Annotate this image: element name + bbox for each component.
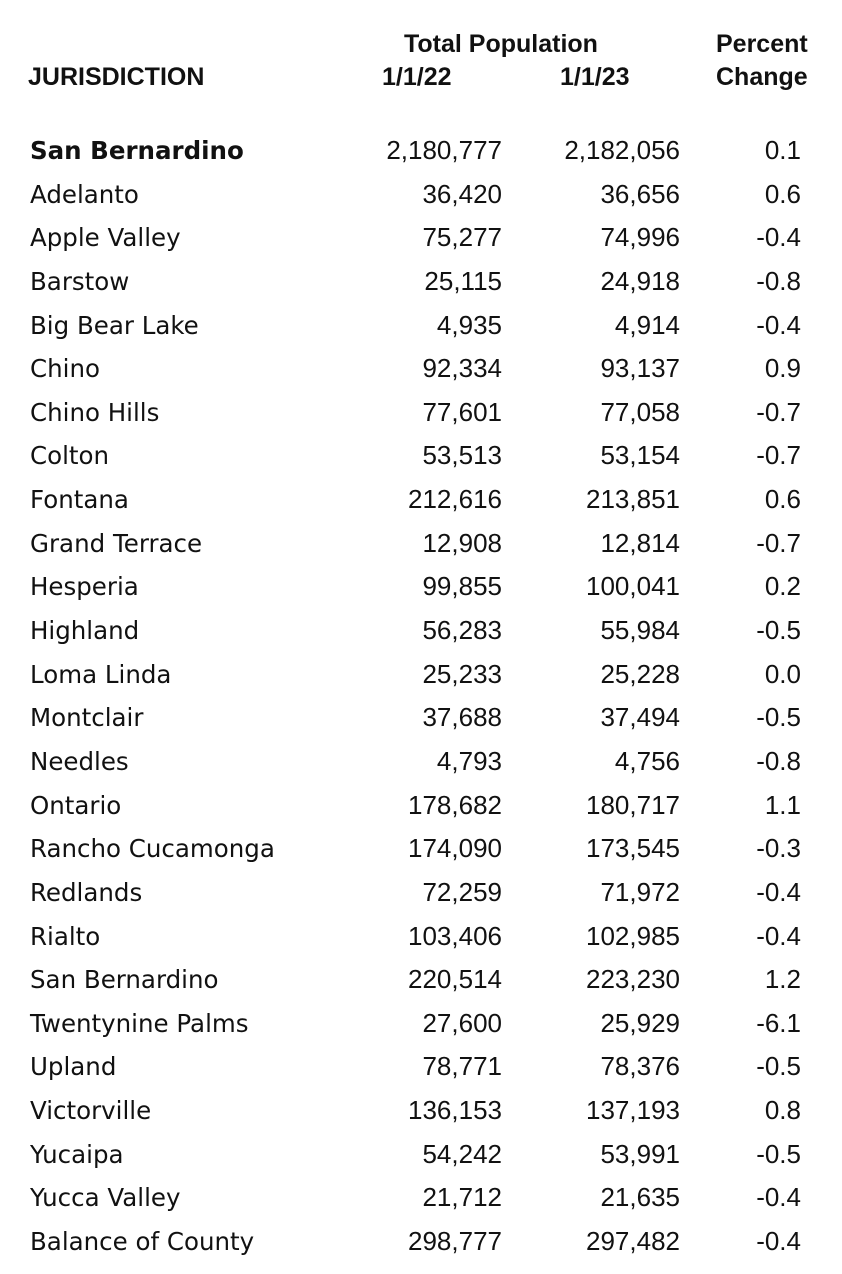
jurisdiction-name: Montclair <box>30 703 144 733</box>
population-2023: 78,376 <box>600 1051 680 1082</box>
table-row <box>0 784 842 828</box>
jurisdiction-name: Hesperia <box>30 572 139 602</box>
percent-change: -0.5 <box>756 615 801 646</box>
population-2023: 180,717 <box>586 789 680 820</box>
percent-change: 1.1 <box>764 789 801 820</box>
jurisdiction-name: Yucaipa <box>30 1139 124 1169</box>
table-row <box>0 871 842 915</box>
population-2023: 71,972 <box>600 876 680 907</box>
population-2022: 4,793 <box>436 745 502 776</box>
table-row <box>0 478 842 522</box>
population-2023: 4,756 <box>614 745 680 776</box>
percent-change: -0.4 <box>756 920 801 951</box>
jurisdiction-name: Yucca Valley <box>30 1183 181 1213</box>
population-2022: 136,153 <box>408 1095 502 1126</box>
table-row <box>0 609 842 653</box>
population-2022: 103,406 <box>408 920 502 951</box>
jurisdiction-name: Redlands <box>30 877 143 907</box>
jurisdiction-name: Colton <box>30 441 110 471</box>
total-population-column-header: Total Population <box>404 30 598 58</box>
jurisdiction-name: Grand Terrace <box>30 528 203 558</box>
table-row <box>0 696 842 740</box>
population-2023: 74,996 <box>600 222 680 253</box>
population-2023: 37,494 <box>600 702 680 733</box>
percent-change: -0.7 <box>756 527 801 558</box>
table-row <box>0 1133 842 1177</box>
percent-change: -6.1 <box>756 1007 801 1038</box>
population-2023: 2,182,056 <box>564 135 680 165</box>
table-row <box>0 915 842 959</box>
population-2022: 174,090 <box>408 833 502 864</box>
table-row <box>0 958 842 1002</box>
jurisdiction-name: Needles <box>30 746 129 776</box>
population-2022: 77,601 <box>422 396 502 427</box>
percent-change: -0.5 <box>756 702 801 733</box>
jurisdiction-name: San Bernardino <box>30 136 244 165</box>
table-row <box>0 216 842 260</box>
table-row <box>0 1002 842 1046</box>
jurisdiction-name: Loma Linda <box>30 659 172 689</box>
population-2022: 27,600 <box>422 1007 502 1038</box>
percent-change: -0.4 <box>756 222 801 253</box>
table-row <box>0 522 842 566</box>
percent-change: 0.9 <box>764 353 801 384</box>
jurisdiction-name: Barstow <box>30 266 130 296</box>
table-row <box>0 1176 842 1220</box>
percent-change: 1.2 <box>764 964 801 995</box>
table-row <box>0 565 842 609</box>
county-total-row <box>0 129 842 173</box>
jurisdiction-name: Fontana <box>30 485 129 515</box>
population-2022: 25,115 <box>424 265 502 296</box>
jurisdiction-name: San Bernardino <box>30 965 219 995</box>
population-2022: 75,277 <box>422 222 502 253</box>
table-row <box>0 434 842 478</box>
jurisdiction-name: Rancho Cucamonga <box>30 834 275 864</box>
table-header <box>0 0 842 120</box>
table-row <box>0 304 842 348</box>
population-2023: 93,137 <box>600 353 680 384</box>
population-2023: 223,230 <box>586 964 680 995</box>
population-2023: 12,814 <box>600 527 680 558</box>
jurisdiction-name: Twentynine Palms <box>30 1008 249 1038</box>
population-2023: 4,914 <box>614 309 680 340</box>
percent-change: -0.4 <box>756 1182 801 1213</box>
population-2022: 220,514 <box>408 964 502 995</box>
population-2023: 213,851 <box>586 484 680 515</box>
percent-change: -0.4 <box>756 309 801 340</box>
percent-change: -0.8 <box>756 745 801 776</box>
table-row <box>0 1089 842 1133</box>
percent-change: 0.8 <box>764 1095 801 1126</box>
population-2022: 36,420 <box>422 178 502 209</box>
jurisdiction-name: Balance of County <box>30 1227 255 1257</box>
table-row <box>0 653 842 697</box>
change-column-header: Change <box>716 63 808 91</box>
population-2022: 78,771 <box>422 1051 502 1082</box>
population-2022: 53,513 <box>422 440 502 471</box>
population-2023: 53,154 <box>600 440 680 471</box>
population-2023: 77,058 <box>600 396 680 427</box>
jurisdiction-name: Big Bear Lake <box>30 310 199 340</box>
population-2022: 72,259 <box>422 876 502 907</box>
population-2022: 56,283 <box>422 615 502 646</box>
percent-change: 0.2 <box>764 571 801 602</box>
population-2023: 25,929 <box>600 1007 680 1038</box>
population-2023: 100,041 <box>586 571 680 602</box>
percent-change: -0.7 <box>756 396 801 427</box>
table-row <box>0 1045 842 1089</box>
table-row <box>0 260 842 304</box>
table-row <box>0 173 842 217</box>
table-row <box>0 391 842 435</box>
population-2022: 2,180,777 <box>386 135 502 165</box>
population-2023: 21,635 <box>600 1182 680 1213</box>
population-2022: 12,908 <box>422 527 502 558</box>
percent-change: -0.4 <box>756 1226 801 1257</box>
population-2022: 298,777 <box>408 1226 502 1257</box>
table-row <box>0 827 842 871</box>
percent-change: 0.6 <box>764 484 801 515</box>
percent-change: -0.3 <box>756 833 801 864</box>
population-2023: 53,991 <box>600 1138 680 1169</box>
jurisdiction-name: Chino Hills <box>30 397 160 427</box>
percent-change: -0.5 <box>756 1051 801 1082</box>
population-2023: 173,545 <box>586 833 680 864</box>
jurisdiction-name: Chino <box>30 354 100 384</box>
population-2023: 25,228 <box>600 658 680 689</box>
population-2022: 178,682 <box>408 789 502 820</box>
jurisdiction-name: Victorville <box>30 1096 152 1126</box>
percent-column-header: Percent <box>716 30 808 58</box>
percent-change: 0.6 <box>764 178 801 209</box>
percent-change: 0.1 <box>764 135 801 165</box>
population-2023: 55,984 <box>600 615 680 646</box>
population-2023: 36,656 <box>600 178 680 209</box>
jurisdiction-column-header: JURISDICTION <box>28 63 205 91</box>
table-row <box>0 1220 842 1264</box>
percent-change: 0.0 <box>764 658 801 689</box>
population-2023: 102,985 <box>586 920 680 951</box>
population-table-body <box>0 129 842 1264</box>
date-2023-column-header: 1/1/23 <box>560 63 630 91</box>
population-2022: 21,712 <box>422 1182 502 1213</box>
percent-change: -0.7 <box>756 440 801 471</box>
population-2022: 25,233 <box>422 658 502 689</box>
percent-change: -0.4 <box>756 876 801 907</box>
population-2023: 297,482 <box>586 1226 680 1257</box>
population-2022: 92,334 <box>422 353 502 384</box>
population-2023: 137,193 <box>586 1095 680 1126</box>
table-row <box>0 740 842 784</box>
population-2023: 24,918 <box>600 265 680 296</box>
population-2022: 99,855 <box>422 571 502 602</box>
jurisdiction-name: Rialto <box>30 921 101 951</box>
jurisdiction-name: Upland <box>30 1052 117 1082</box>
table-row <box>0 347 842 391</box>
date-2022-column-header: 1/1/22 <box>382 63 452 91</box>
jurisdiction-name: Ontario <box>30 790 122 820</box>
percent-change: -0.5 <box>756 1138 801 1169</box>
population-2022: 212,616 <box>408 484 502 515</box>
jurisdiction-name: Apple Valley <box>30 223 181 253</box>
jurisdiction-name: Highland <box>30 616 140 646</box>
jurisdiction-name: Adelanto <box>30 179 139 209</box>
percent-change: -0.8 <box>756 265 801 296</box>
population-2022: 37,688 <box>422 702 502 733</box>
population-2022: 54,242 <box>422 1138 502 1169</box>
population-2022: 4,935 <box>436 309 502 340</box>
